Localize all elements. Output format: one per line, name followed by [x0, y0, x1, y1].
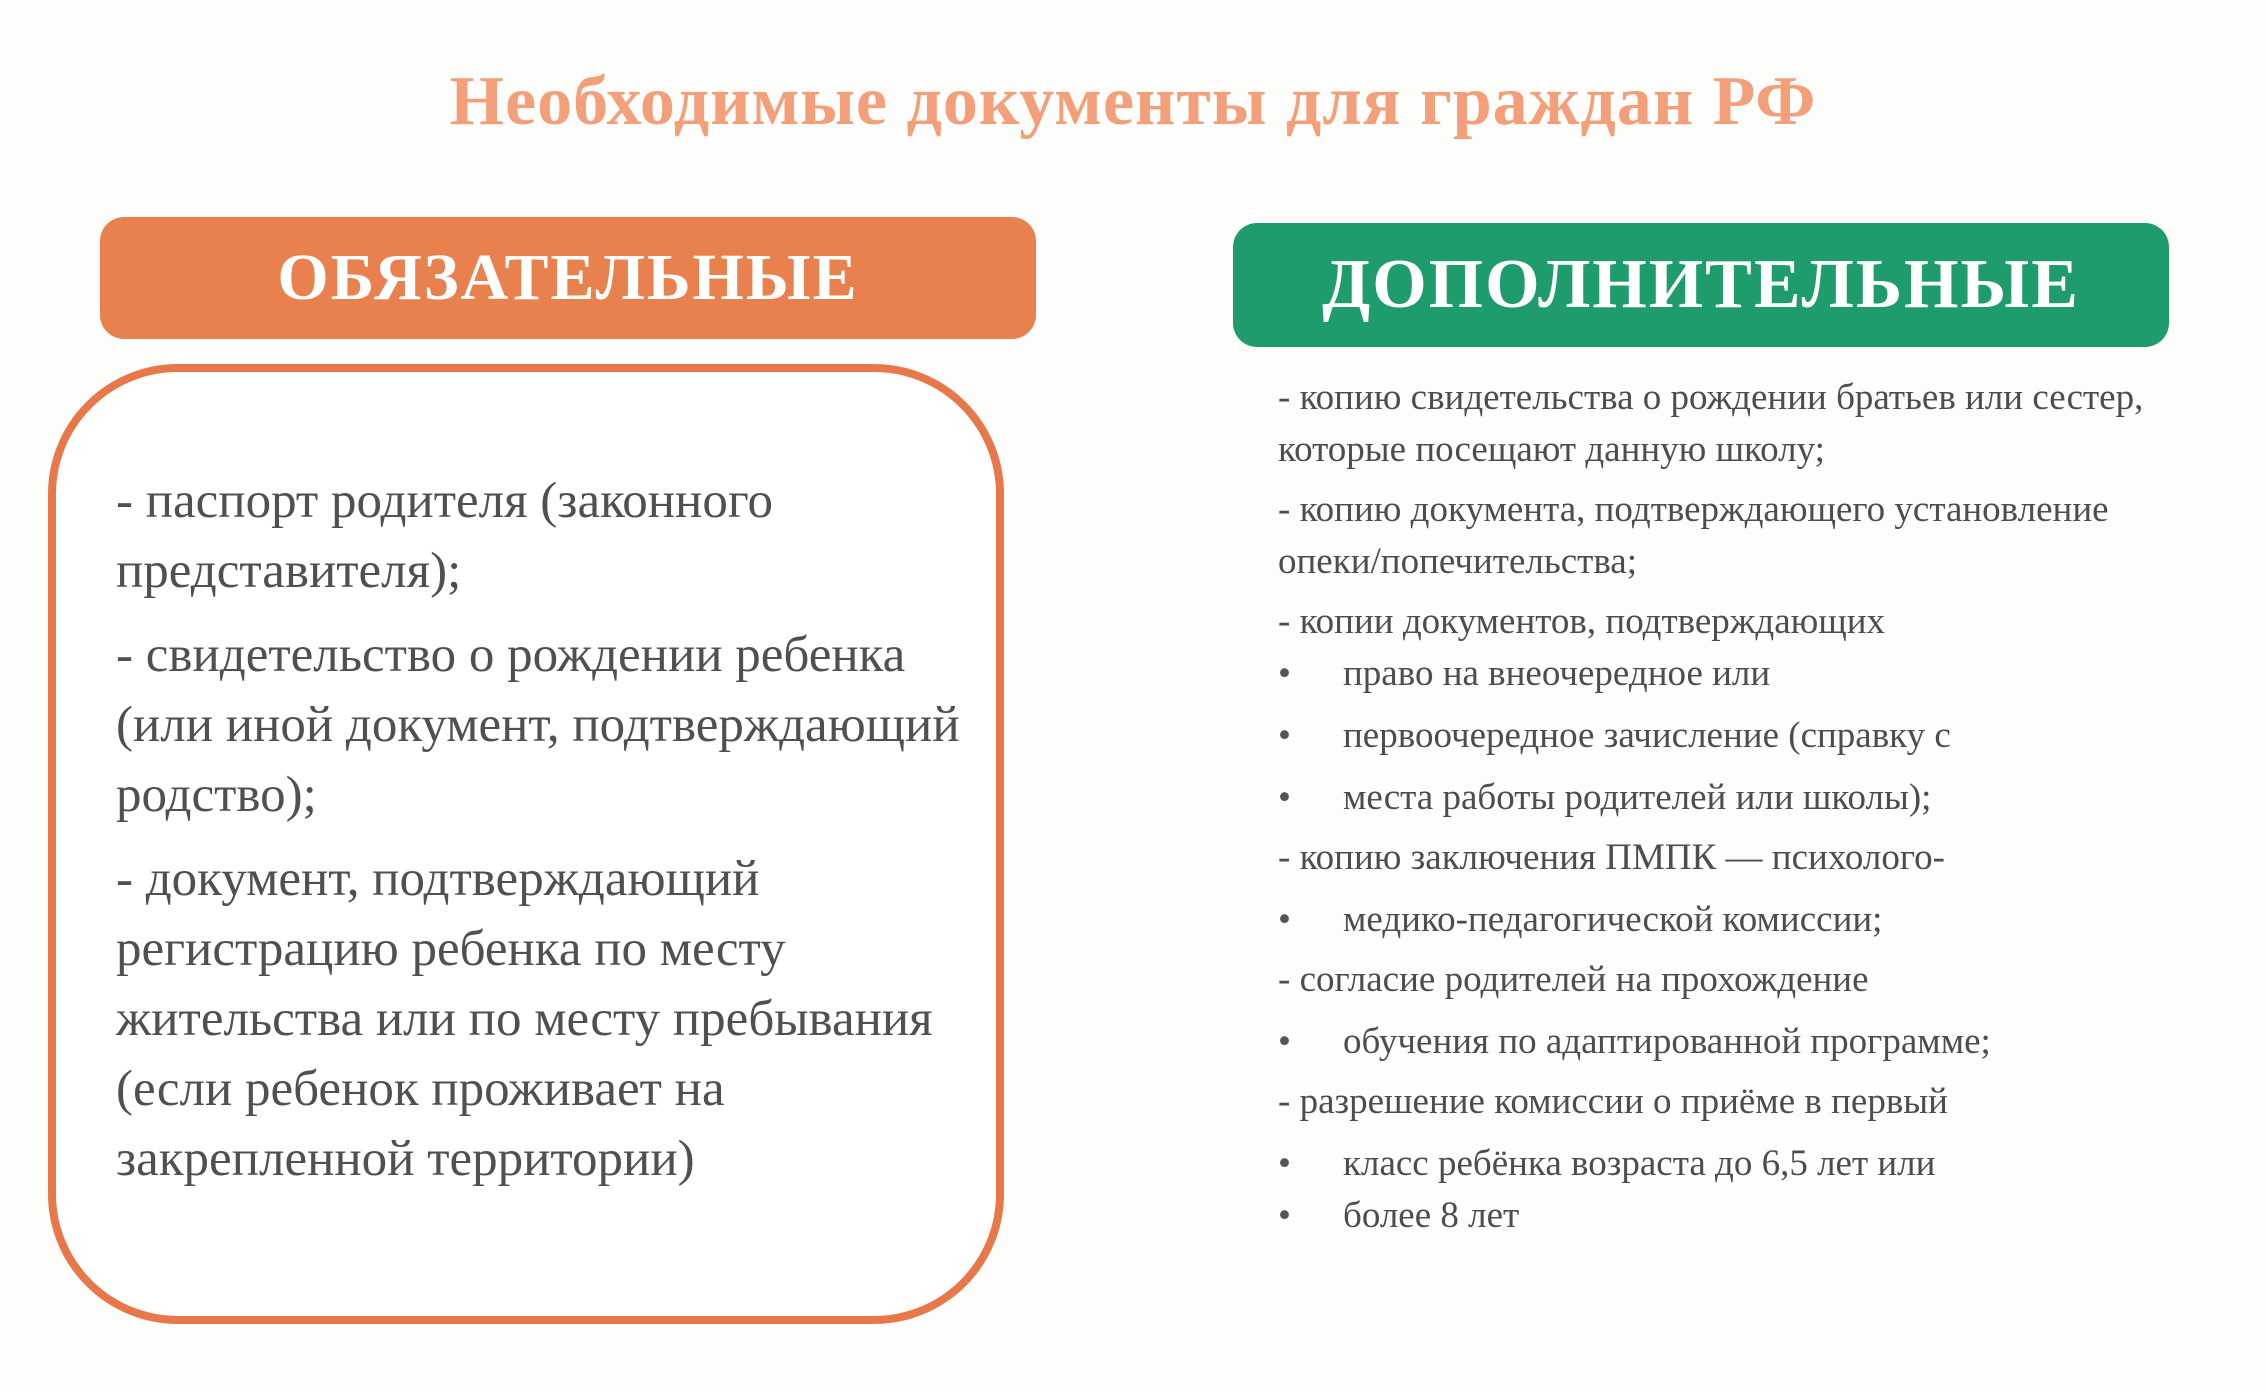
additional-bullet-text: первоочередное зачисление (справку с — [1343, 715, 1951, 756]
additional-bullet-text: более 8 лет — [1343, 1195, 1520, 1236]
additional-header: ДОПОЛНИТЕЛЬНЫЕ — [1233, 223, 2169, 347]
bullet-icon: • — [1278, 715, 1291, 756]
additional-bullet-item — [1278, 1016, 2178, 1068]
bullet-icon: • — [1278, 777, 1291, 818]
page-title: Необходимые документы для граждан РФ — [449, 63, 1817, 140]
additional-bullet-item — [1278, 710, 2178, 762]
required-item-passport: - паспорт родителя (законного представителя); — [116, 473, 773, 599]
additional-bullet-text: класс ребёнка возраста до 6,5 лет или — [1343, 1143, 1936, 1184]
additional-bullet-text: обучения по адаптированной программе; — [1343, 1021, 1991, 1062]
additional-item-commission-permission: - разрешение комиссии о приёме в первый — [1278, 1081, 1948, 1122]
required-item-registration: - документ, подтверждающий регистрацию ребенка по месту жительства или по месту пребывания (если ребенок проживает на закрепленной территории) — [116, 851, 933, 1187]
additional-item-guardianship — [1278, 484, 2178, 588]
additional-item-priority-docs: - копии документов, подтверждающих — [1278, 601, 1886, 642]
additional-bullet-text: медико-педагогической комиссии; — [1343, 899, 1883, 940]
bullet-icon: • — [1278, 1195, 1291, 1236]
additional-list — [1278, 372, 2178, 1242]
required-item-birth-certificate: - свидетельство о рождении ребенка (или иной документ, подтверждающий родство); — [116, 627, 960, 823]
additional-bullet-item — [1278, 772, 2178, 824]
additional-item-guardianship-text: - копию документа, подтверждающего установление опеки/попечительства; — [1278, 489, 2109, 582]
additional-bullet-text: право на внеочередное или — [1343, 653, 1771, 694]
additional-bullet-item — [1278, 648, 2178, 700]
bullet-icon: • — [1278, 1143, 1291, 1184]
required-header: ОБЯЗАТЕЛЬНЫЕ — [100, 217, 1036, 339]
bullet-icon: • — [1278, 899, 1291, 940]
bullet-icon: • — [1278, 1021, 1291, 1062]
additional-item-pmpk: - копию заключения ПМПК — психолого- — [1278, 837, 1945, 878]
required-list — [116, 466, 976, 1208]
additional-item-parent-consent: - согласие родителей на прохождение — [1278, 959, 1869, 1000]
additional-bullet-item — [1278, 1190, 2178, 1242]
additional-item-siblings-certificate: - копию свидетельства о рождении братьев или сестер, которые посещают данную школу; — [1278, 377, 2144, 470]
additional-bullet-text: места работы родителей или школы); — [1343, 777, 1932, 818]
bullet-icon: • — [1278, 653, 1291, 694]
additional-bullet-item — [1278, 894, 2178, 946]
additional-bullet-item — [1278, 1138, 2178, 1190]
